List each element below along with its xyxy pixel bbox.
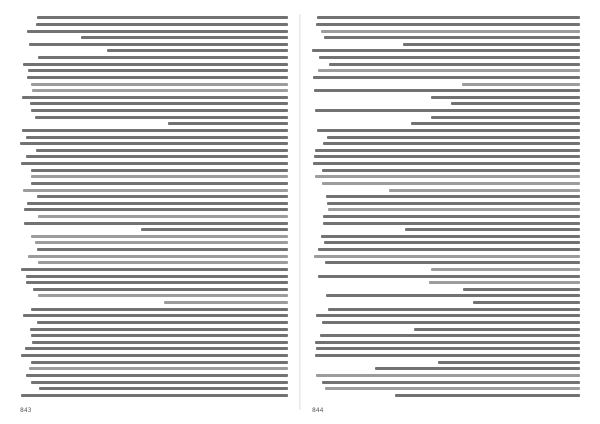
text-line [462,83,580,86]
text-line [315,109,580,112]
text-line [315,354,580,357]
text-line [31,175,288,178]
text-line [323,215,580,218]
text-line [314,155,580,158]
text-line [31,182,288,185]
text-line [315,175,580,178]
left-page-number: 843 [20,407,32,414]
text-line [395,394,580,397]
text-line [326,294,580,297]
text-line [31,361,288,364]
text-line [36,149,288,152]
text-line [329,63,580,66]
text-line [33,288,288,291]
text-line [451,102,580,105]
text-line [37,195,288,198]
text-line [24,208,288,211]
text-line [318,248,580,251]
text-line [318,69,580,72]
text-line [27,202,288,205]
text-line [463,288,580,291]
text-line [325,387,580,390]
text-line [321,30,580,33]
text-line [38,261,288,264]
text-line [438,361,580,364]
text-line [316,347,580,350]
text-line [28,69,288,72]
right-page [312,14,580,398]
text-line [30,102,288,105]
text-line [405,228,580,231]
text-line [315,341,580,344]
text-line [326,195,580,198]
text-line [313,162,580,165]
text-line [141,228,288,231]
text-line [21,354,288,357]
text-line [37,321,288,324]
page-gutter [299,14,301,410]
text-line [322,182,580,185]
left-page-text-block [20,14,288,398]
text-line [20,142,288,145]
text-line [315,149,580,152]
text-line [38,215,288,218]
text-line [31,83,288,86]
text-line [316,314,580,317]
text-line [322,381,580,384]
text-line [317,129,580,132]
text-line [431,96,580,99]
text-line [22,96,288,99]
text-line [314,89,580,92]
text-line [107,49,288,52]
text-line [30,328,288,331]
text-line [168,122,288,125]
text-line [31,169,288,172]
text-line [81,36,288,39]
text-line [403,43,580,46]
text-line [29,43,288,46]
text-line [325,261,580,264]
text-line [31,381,288,384]
text-line [313,76,580,79]
text-line [324,241,580,244]
text-line [429,281,580,284]
text-line [31,308,288,311]
text-line [35,241,288,244]
text-line [318,275,580,278]
text-line [411,122,580,125]
text-line [21,394,288,397]
text-line [26,275,288,278]
text-line [28,255,288,258]
text-line [25,347,288,350]
text-line [21,162,288,165]
text-line [23,314,288,317]
left-page [20,14,288,398]
text-line [26,281,288,284]
text-line [29,367,288,370]
text-line [316,374,580,377]
text-line [312,49,580,52]
text-line [39,387,288,390]
text-line [27,76,288,79]
text-line [316,23,580,26]
right-page-text-block [312,14,580,398]
text-line [323,142,580,145]
text-line [24,222,288,225]
text-line [328,208,580,211]
text-line [23,189,288,192]
text-line [35,116,288,119]
text-line [37,248,288,251]
text-line [314,255,580,258]
text-line [164,301,288,304]
text-line [31,334,288,337]
text-line [27,30,288,33]
text-line [22,129,288,132]
text-line [319,56,580,59]
text-line [38,56,288,59]
text-line [36,23,288,26]
text-line [32,341,288,344]
text-line [322,169,580,172]
text-line [26,155,288,158]
text-line [31,235,288,238]
text-line [473,301,580,304]
text-line [375,367,580,370]
text-line [431,268,580,271]
text-line [322,321,580,324]
right-page-number: 844 [312,407,324,414]
text-line [26,374,288,377]
text-line [320,334,580,337]
text-line [21,268,288,271]
text-line [414,328,580,331]
text-line [38,294,288,297]
text-line [431,116,580,119]
text-line [327,136,580,139]
text-line [31,109,288,112]
text-line [324,36,580,39]
text-line [328,308,580,311]
text-line [37,16,288,19]
text-line [327,202,580,205]
text-line [321,235,580,238]
text-line [317,16,580,19]
text-line [26,136,288,139]
text-line [389,189,580,192]
text-line [23,63,288,66]
text-line [323,222,580,225]
text-line [32,89,288,92]
